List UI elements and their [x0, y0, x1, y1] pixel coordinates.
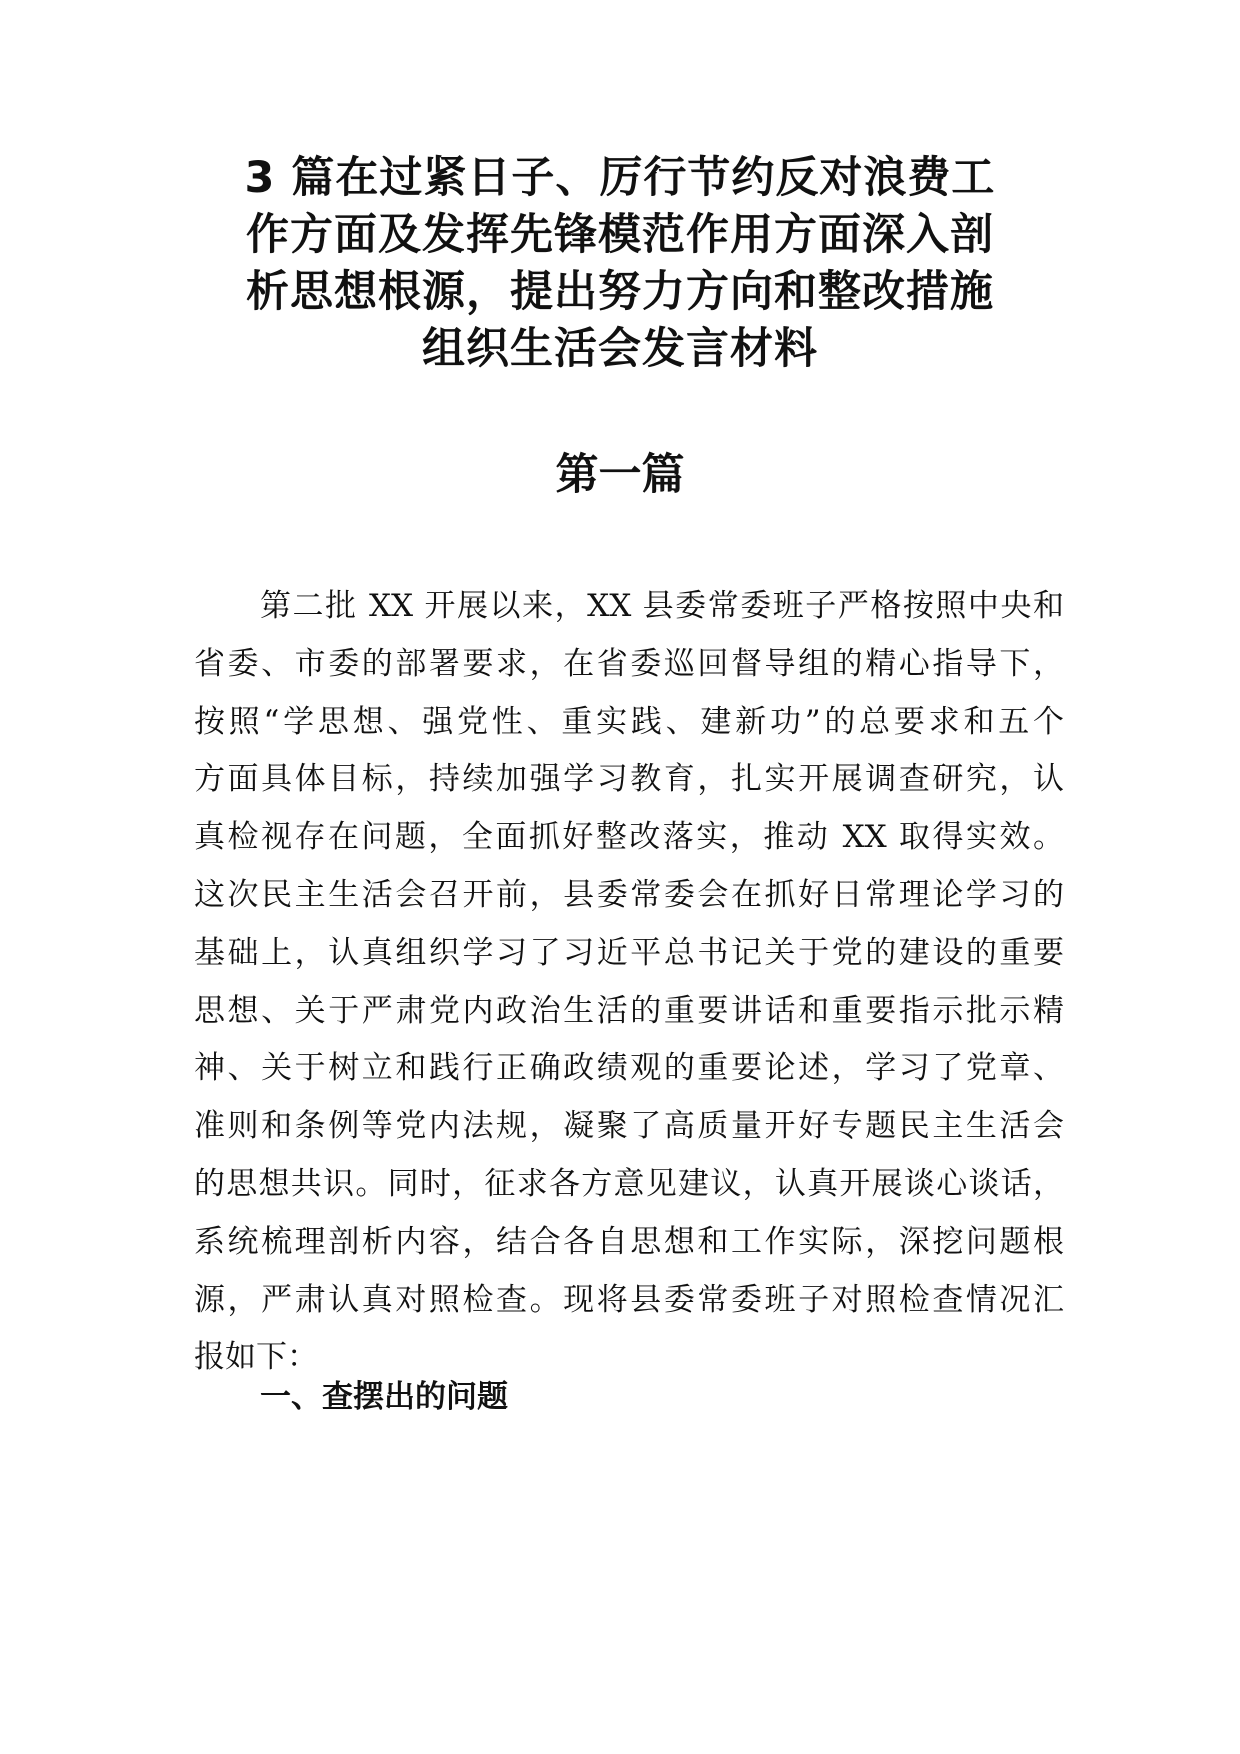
paragraph-line: 这次民主生活会召开前，县委常委会在抓好日常理论学习的 — [194, 876, 1064, 913]
paragraph-line: 按照“学思想、强党性、重实践、建新功”的总要求和五个 — [194, 703, 1064, 740]
paragraph-line: 神、关于树立和践行正确政绩观的重要论述，学习了党章、 — [194, 1050, 1064, 1087]
title-line: 组织生活会发言材料 — [422, 324, 818, 374]
paragraph-line: 的思想共识。同时，征求各方意见建议，认真开展谈心谈话， — [194, 1165, 1064, 1202]
paragraph-line: 省委、市委的部署要求，在省委巡回督导组的精心指导下， — [194, 645, 1064, 682]
title-line: 作方面及发挥先锋模范作用方面深入剖 — [246, 210, 994, 260]
paragraph-line: 基础上，认真组织学习了习近平总书记关于党的建设的重要 — [194, 934, 1064, 971]
section-title: 第一篇 — [555, 450, 685, 500]
paragraph-line: 方面具体目标，持续加强学习教育，扎实开展调查研究，认 — [194, 761, 1064, 798]
document-title — [180, 150, 1060, 378]
paragraph-line: 第二批 XX 开展以来，XX 县委常委班子严格按照中央和 — [260, 588, 1064, 624]
paragraph-line: 报如下： — [194, 1339, 318, 1376]
title-line: 析思想根源，提出努力方向和整改措施 — [246, 267, 994, 317]
paragraph-line: 真检视存在问题，全面抓好整改落实，推动 XX 取得实效。 — [194, 819, 1064, 856]
paragraph-line: 思想、关于严肃党内政治生活的重要讲话和重要指示批示精 — [194, 992, 1064, 1029]
body-paragraph — [194, 578, 1064, 1387]
paragraph-line: 源，严肃认真对照检查。现将县委常委班子对照检查情况汇 — [194, 1281, 1064, 1318]
title-line: 3 篇在过紧日子、厉行节约反对浪费工 — [244, 153, 996, 203]
heading-problems-found: 一、查摆出的问题 — [260, 1379, 508, 1415]
paragraph-line: 系统梳理剖析内容，结合各自思想和工作实际，深挖问题根 — [194, 1223, 1064, 1260]
paragraph-line: 准则和条例等党内法规，凝聚了高质量开好专题民主生活会 — [194, 1108, 1064, 1145]
